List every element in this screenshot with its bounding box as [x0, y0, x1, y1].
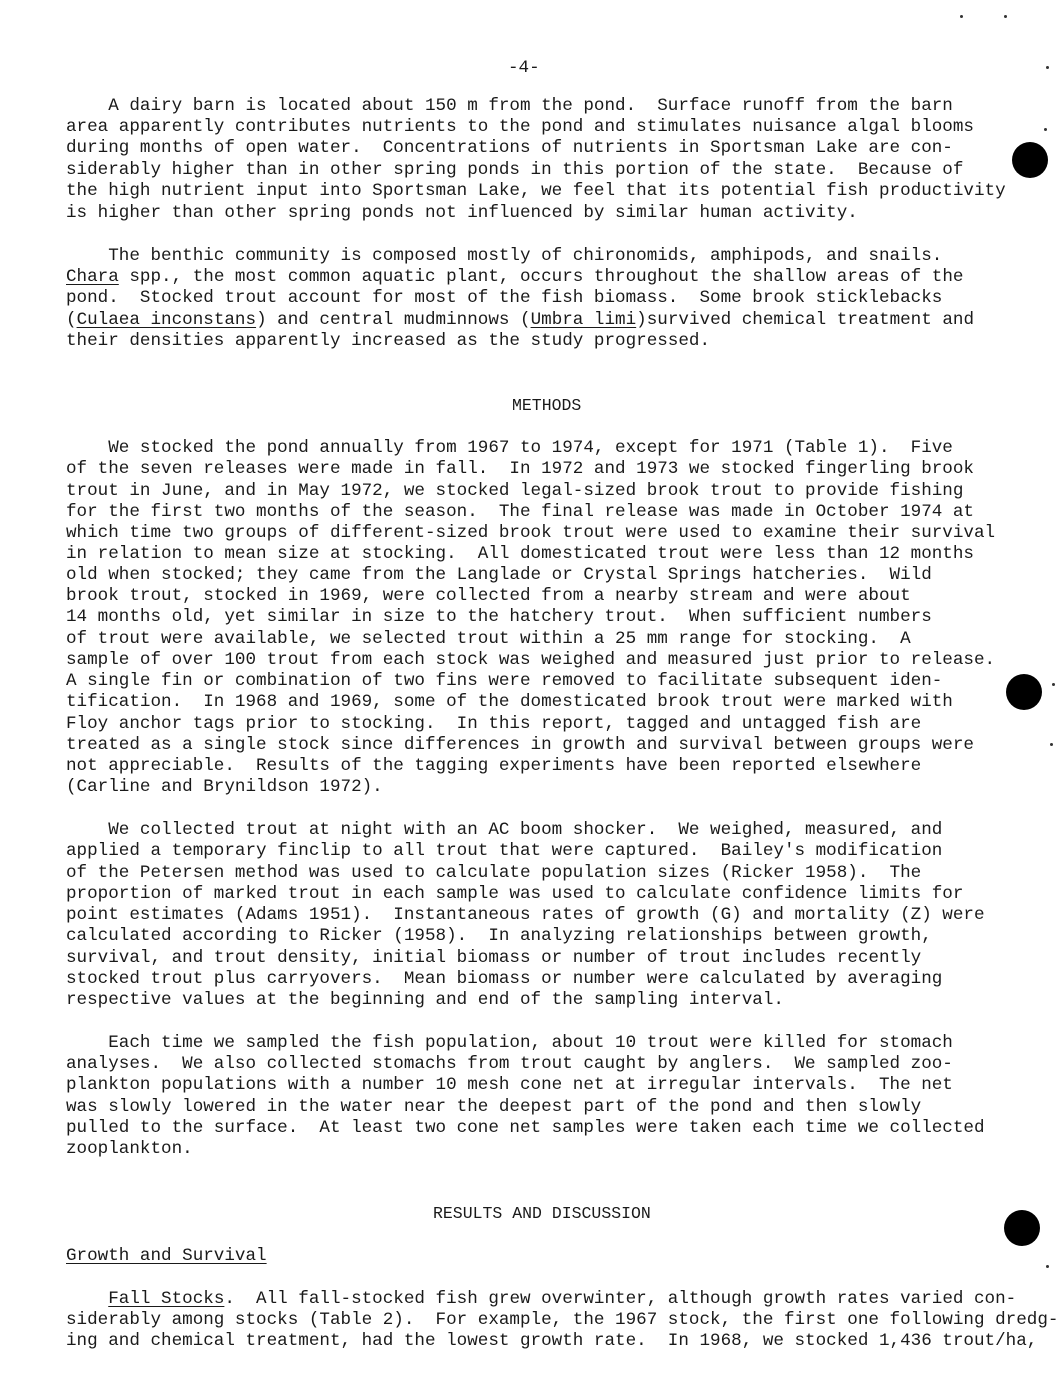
text-run — [66, 1289, 108, 1309]
text-run: spp., the most common aquatic plant, occurs throughout the shallow areas of the — [118, 267, 964, 287]
text-line: proportion of marked trout in each sample was used to calculate confidence limits for — [66, 884, 964, 904]
species-name-culaea: Culaea inconstans — [76, 310, 257, 330]
text-line: of the Petersen method was used to calculate population sizes (Ricker 1958). The — [66, 863, 922, 883]
text-line: which time two groups of different-sized brook trout were used to examine their survival — [66, 523, 996, 543]
punch-hole — [1004, 1210, 1040, 1246]
text-line: point estimates (Adams 1951). Instantaneous rates of growth (G) and mortality (Z) were — [66, 905, 985, 925]
text-run: . All fall-stocked fish grew overwinter, although growth rates varied con- — [224, 1289, 1017, 1309]
text-run: ) and central mudminnows ( — [256, 310, 531, 330]
text-line — [66, 267, 963, 288]
run-in-heading-fall-stocks: Fall Stocks — [108, 1289, 225, 1309]
text-line: their densities apparently increased as the study progressed. — [66, 331, 711, 351]
punch-hole — [1006, 674, 1042, 710]
text-line: the high nutrient input into Sportsman Lake, we feel that its potential fish productivity — [66, 181, 1006, 201]
text-line: sample of over 100 trout from each stock was weighed and measured just prior to release. — [66, 650, 996, 670]
scan-speck — [1046, 1265, 1049, 1268]
text-line: The benthic community is composed mostly of chironomids, amphipods, and snails. — [66, 246, 943, 266]
text-line: zooplankton. — [66, 1139, 193, 1159]
text-line: survival, and trout density, initial biomass or number of trout includes recently — [66, 948, 922, 968]
text-line: respective values at the beginning and end of the sampling interval. — [66, 990, 784, 1010]
page-number: -4- — [508, 58, 540, 78]
species-name-umbra: Umbra limi — [530, 310, 637, 330]
text-line: ing and chemical treatment, had the lowest growth rate. In 1968, we stocked 1,436 trout/ha, — [66, 1331, 1038, 1351]
text-line: We collected trout at night with an AC boom shocker. We weighed, measured, and — [66, 820, 943, 840]
text-line: is higher than other spring ponds not influenced by similar human activity. — [66, 203, 858, 223]
text-line: brook trout, stocked in 1969, were collected from a nearby stream and were about — [66, 586, 911, 606]
text-line — [66, 310, 974, 331]
text-line: applied a temporary finclip to all trout that were captured. Bailey's modification — [66, 841, 943, 861]
text-line: old when stocked; they came from the Langlade or Crystal Springs hatcheries. Wild — [66, 565, 932, 585]
text-line: plankton populations with a number 10 mesh cone net at irregular intervals. The net — [66, 1075, 953, 1095]
text-line: was slowly lowered in the water near the deepest part of the pond and then slowly — [66, 1097, 922, 1117]
text-line: stocked trout plus carryovers. Mean biomass or number were calculated by averaging — [66, 969, 943, 989]
scan-speck — [1004, 15, 1007, 18]
text-line: in relation to mean size at stocking. All domesticated trout were less than 12 months — [66, 544, 974, 564]
text-line: Each time we sampled the fish population, about 10 trout were killed for stomach — [66, 1033, 953, 1053]
text-line: for the first two months of the season. The final release was made in October 1974 at — [66, 502, 974, 522]
text-line: calculated according to Ricker (1958). In analyzing relationships between growth, — [66, 926, 932, 946]
scan-speck — [960, 15, 963, 18]
text-line: We stocked the pond annually from 1967 to 1974, except for 1971 (Table 1). Five — [66, 438, 953, 458]
text-line: not appreciable. Results of the tagging experiments have been reported elsewhere — [66, 756, 922, 776]
text-line: siderably among stocks (Table 2). For example, the 1967 stock, the first one following dredg- — [66, 1310, 1059, 1330]
text-line: tification. In 1968 and 1969, some of the domesticated brook trout were marked with — [66, 692, 953, 712]
text-line: siderably higher than in other spring ponds in this portion of the state. Because of — [66, 160, 964, 180]
subheading-growth-survival: Growth and Survival — [66, 1246, 267, 1266]
text-line: treated as a single stock since differences in growth and survival between groups were — [66, 735, 974, 755]
text-run: )survived chemical treatment and — [636, 310, 975, 330]
text-line: pond. Stocked trout account for most of the fish biomass. Some brook sticklebacks — [66, 288, 943, 308]
text-run: ( — [66, 310, 77, 330]
text-line: during months of open water. Concentrations of nutrients in Sportsman Lake are con- — [66, 138, 953, 158]
scan-speck — [1052, 683, 1055, 686]
text-line: 14 months old, yet similar in size to the hatchery trout. When sufficient numbers — [66, 607, 932, 627]
text-line: pulled to the surface. At least two cone net samples were taken each time we collected — [66, 1118, 985, 1138]
text-line: Floy anchor tags prior to stocking. In this report, tagged and untagged fish are — [66, 714, 922, 734]
punch-hole — [1012, 142, 1048, 178]
text-line: area apparently contributes nutrients to the pond and stimulates nuisance algal blooms — [66, 117, 974, 137]
text-line: of trout were available, we selected trout within a 25 mm range for stocking. A — [66, 629, 911, 649]
text-line: analyses. We also collected stomachs from trout caught by anglers. We sampled zoo- — [66, 1054, 953, 1074]
scan-speck — [1046, 66, 1049, 69]
section-heading-results: RESULTS AND DISCUSSION — [433, 1204, 651, 1223]
scan-speck — [1044, 128, 1047, 131]
text-line: A dairy barn is located about 150 m from the pond. Surface runoff from the barn — [66, 96, 953, 116]
text-line: (Carline and Brynildson 1972). — [66, 777, 383, 797]
section-heading-methods: METHODS — [512, 396, 582, 415]
text-line: A single fin or combination of two fins were removed to facilitate subsequent iden- — [66, 671, 943, 691]
text-line: of the seven releases were made in fall. In 1972 and 1973 we stocked fingerling brook — [66, 459, 974, 479]
species-name-chara: Chara — [66, 267, 119, 287]
scan-speck — [1050, 743, 1053, 746]
text-line: trout in June, and in May 1972, we stocked legal-sized brook trout to provide fishing — [66, 481, 964, 501]
text-line — [66, 1289, 1016, 1310]
